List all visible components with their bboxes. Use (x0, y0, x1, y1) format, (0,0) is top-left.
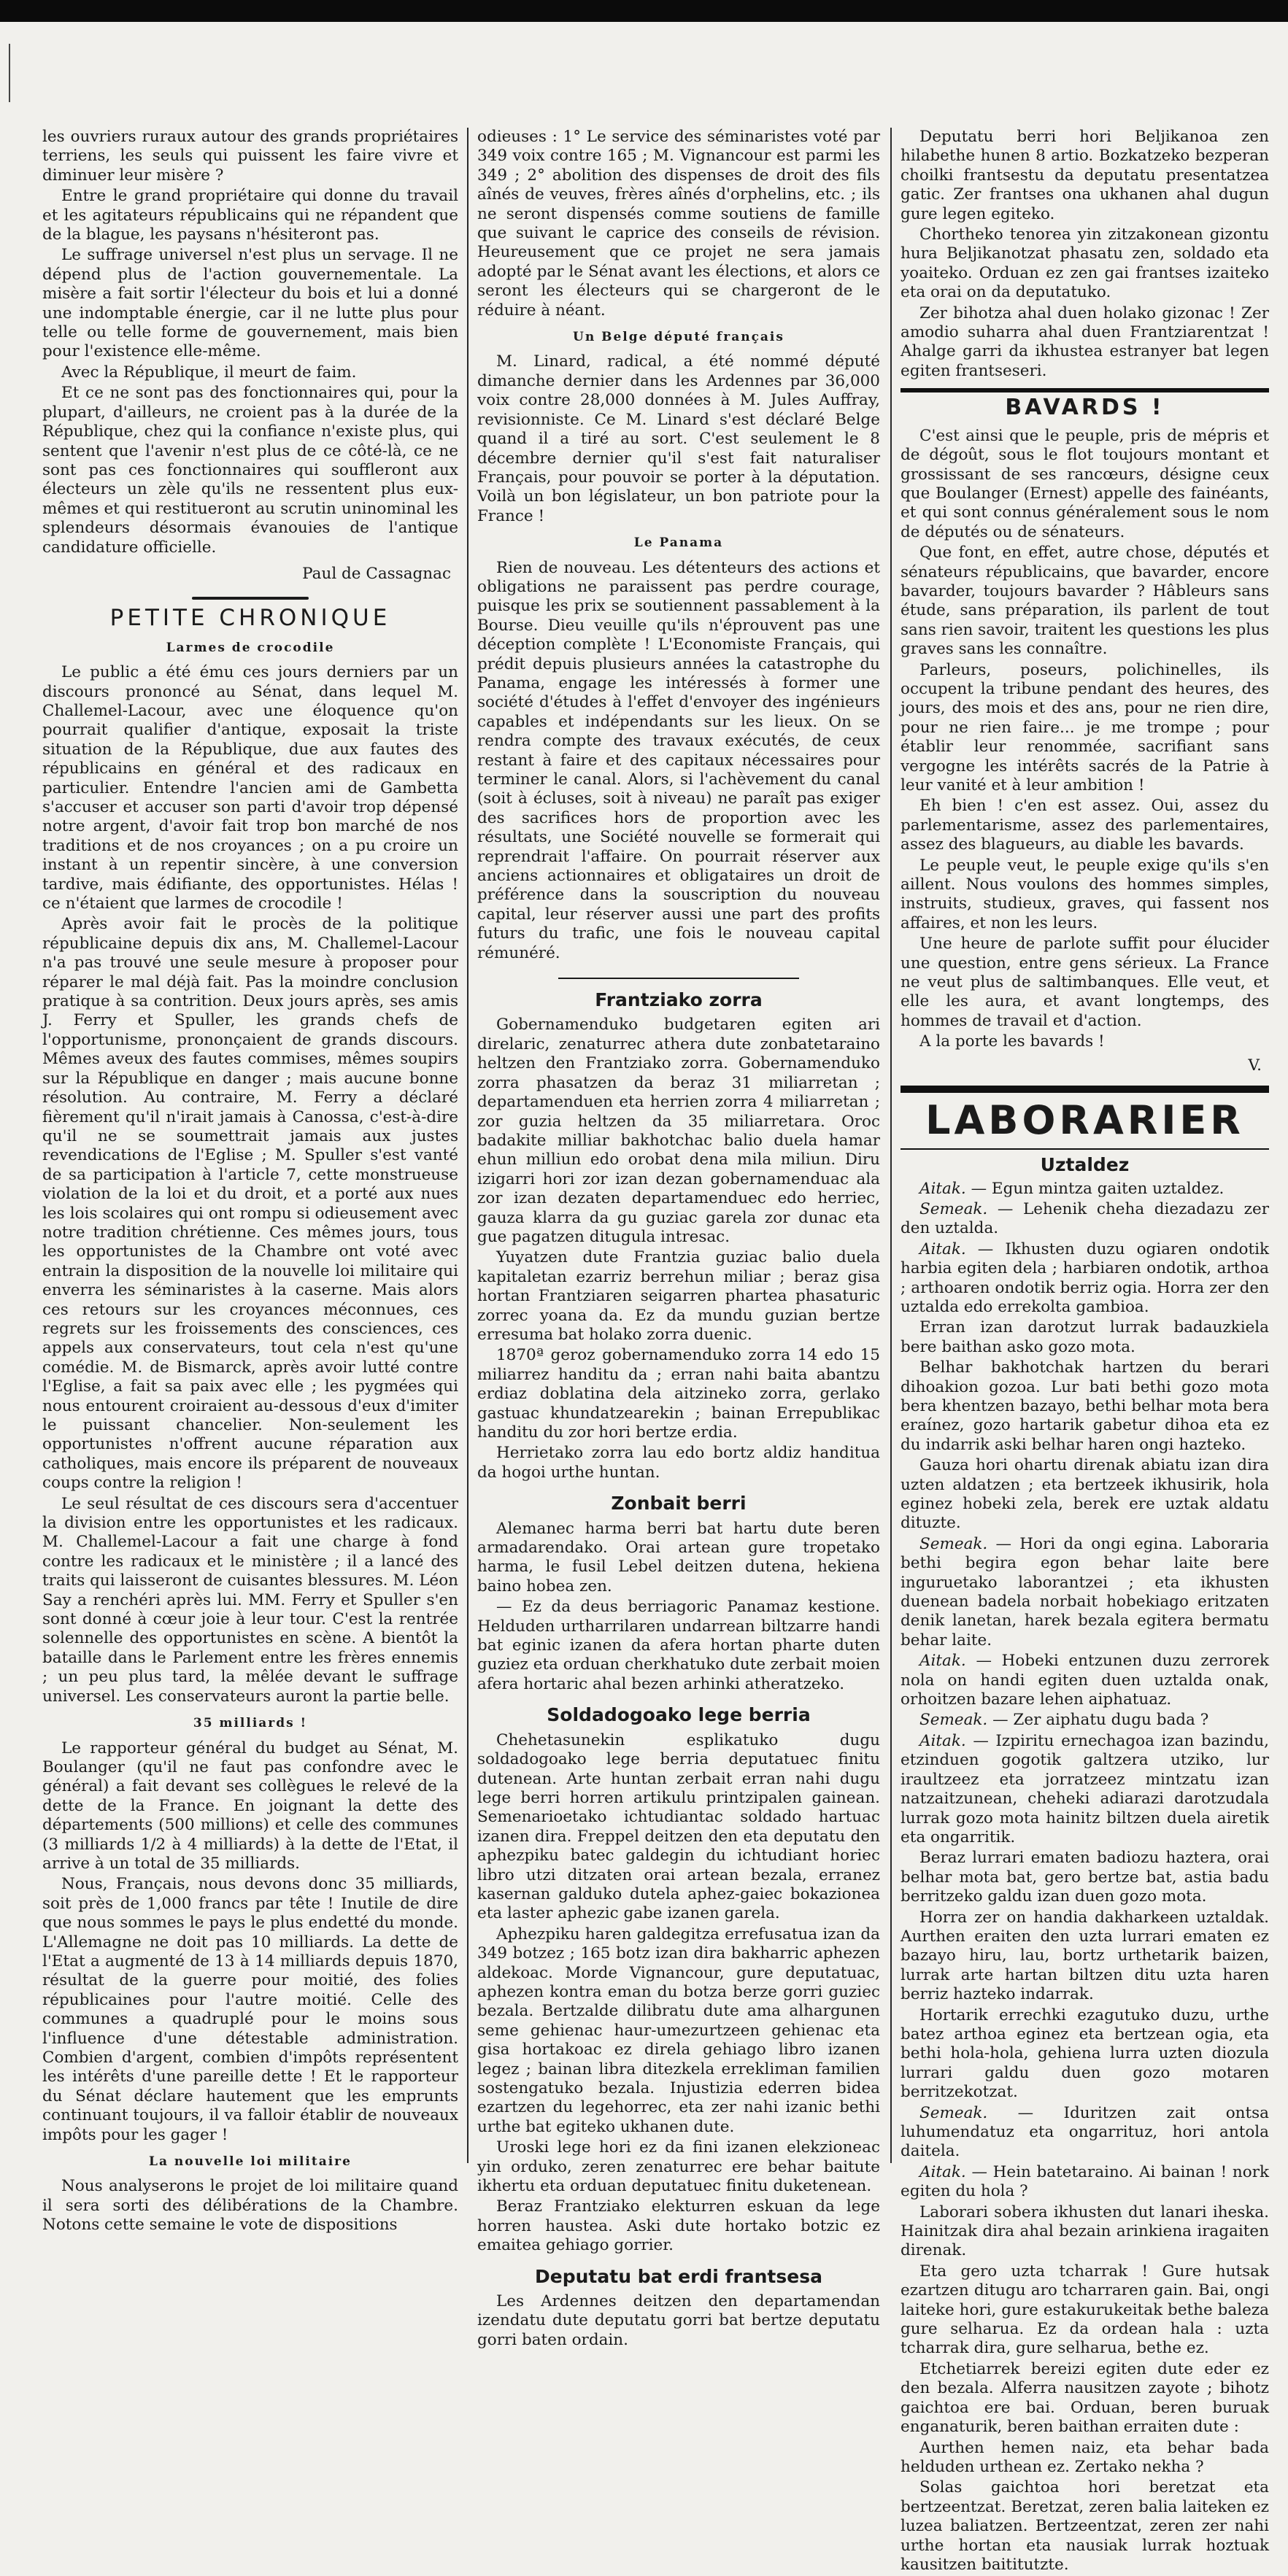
laborarier-header-box (901, 1086, 1269, 1150)
dialogue-text: Eta gero uzta tcharrak ! Gure hutsak ezartzen ditugu aro tcharraren gain. Bai, ongi laiteke hori, gure estakurukeitak bethe baleza gure selharua. Ez da ordean hala : uzta tcharrak dira, gure selharua, bethe ez. (901, 2262, 1269, 2358)
paragraph: 1870ª geroz gobernamenduko zorra 14 edo 15 miliarrez handitu da ; erran nahi baita abantzu erdiaz doblatina dela aitzineko zorra, gerlako gastuac khundatzearekin ; bainan Errepublikac handitu du zor hori bertze erdia. (477, 1346, 880, 1442)
dialogue-paragraph (901, 1908, 1269, 2005)
paragraph: A la porte les bavards ! (919, 1032, 1105, 1051)
paragraph: Que font, en effet, autre chose, députés et sénateurs républicains, que bavarder, encore bavarder, toujours bavarder ? Hâbleurs sans étude, sans préparation, ils parlent de tout sans rien savoir, traitent les questions les plus graves sans les connaître. (901, 544, 1269, 659)
dialogue-text: — Hein batetaraino. Ai bainan ! nork egiten du hola ? (901, 2162, 1269, 2201)
dialogue-paragraph (901, 1456, 1269, 1533)
dialogue-text: Beraz lurrari ematen badiozu haztera, orai belhar mota bat, gero bertze bat, astia badu berritzeko galdu izan duen gozo mota. (901, 1849, 1269, 1906)
speaker-label: Aitak. (919, 2162, 966, 2181)
dialogue-paragraph (901, 1732, 1269, 1847)
dialogue-paragraph (901, 2006, 1269, 2103)
paragraph: Le public a été ému ces jours derniers par un discours prononcé au Sénat, dans lequel M. Challemel-Lacour, avec une éloquence qu'on pourrait qualifier d'antique, exposait la triste situation de la République, due aux fautes des républicains en général et des radicaux en particulier. Entendre l'ancien ami de Gambetta s'accuser et accuser son parti d'avoir trop dépensé notre argent, d'avoir fait trop bon marché de nos traditions et de nos croyances ; on a pu croire un instant à un repentir sincère, à une conversion tardive, mais édifiante, des opportunistes. Hélas ! ce n'étaient que larmes de crocodile ! (42, 663, 458, 913)
ornament-rule (192, 597, 309, 600)
paragraph: Entre le grand propriétaire qui donne du travail et les agitateurs républicains qui ne répandent que de la blague, les paysans n'hésiteront pas. (42, 187, 458, 244)
dialogue-paragraph (901, 1652, 1269, 1709)
column-rule-2 (890, 128, 892, 2163)
dialogue-text: — Zer aiphatu dugu bada ? (992, 1711, 1209, 1730)
paragraph: M. Linard, radical, a été nommé député dimanche dernier dans les Ardennes par 36,000 voix contre 28,000 données à M. Jules Auffray, revisionniste. Ce M. Linard s'est déclaré Belge quand il a tiré au sort. C'est seulement le 8 décembre dernier qu'il s'est fait naturaliser Français, pour pouvoir se porter à la députation. Voilà un bon législateur, un bon patriote pour la France ! (477, 352, 880, 525)
paragraph: Avec la République, il meurt de faim. (61, 363, 357, 382)
paragraph: Alemanec harma berri bat hartu dute beren armadarendako. Orai artean gure tropetako harma, le fusil Lebel deitzen dutena, hekiena baino hobea zen. (477, 1519, 880, 1596)
paragraph: Et ce ne sont pas des fonctionnaires qui, pour la plupart, d'ailleurs, ne croient pas à la durée de la République, chez qui la confiance n'existe plus, qui sentent que l'avenir n'est plus de ce côté-là, ce ne sont pas ces fonctionnaires qui souffleront aux électeurs un zèle qu'ils ne ressentent plus eux-mêmes et qui restitueront au scrutin uninominal les splendeurs désormais évanouies de l'antique candidature officielle. (42, 384, 458, 557)
dialogue-paragraph (901, 1358, 1269, 1455)
speaker-label: Semeak. (919, 1711, 988, 1730)
dialogue-text: Belhar bakhotchak hartzen du berari dihoakion gozoa. Lur bati bethi gozo mota bera khentzen bazayo, bethi belhar mota bera eraínez, gozo hartarik gabetur dihoa eta ez du indarrik aski belhar haren ongi hazteko. (901, 1358, 1269, 1454)
section-title-zonbait: Zonbait berri (611, 1493, 747, 1515)
dialogue-text: — Iduritzen zait ontsa luhumendatuz eta ongarrituz, hori antola daitela. (901, 2103, 1269, 2161)
section-rule (558, 978, 799, 979)
dialogue-text: — Hori da ongi egina. Laboraria bethi begira egon behar laite bere inguruetako laborantzei ; eta ikhusten duenean badela norbait hobekiago eritzaten denik lanetan, harek bezala egitera bermatu behar laite. (901, 1534, 1269, 1649)
paragraph: Herrietako zorra lau edo bortz aldiz handitua da hogoi urthe huntan. (477, 1444, 880, 1482)
paragraph: Chehetasunekin esplikatuko dugu soldadogoako lege berria deputatuec finitu dutenean. Arte huntan zerbait erran nahi dugu lege berri horren artikulu printzipalen gainean. Semenarioetako ichtudiantac soldado hartuac izanen dira. Freppel deitzen den eta deputatu den aphezpiku batec galdegin du ichtudiant horiec libro utzi ditzaten orai artean bezala, erranez kasernan galduko dutela aphez-gaiec bokazionea eta laster aphezic gabe izanen garela. (477, 1730, 880, 1923)
paragraph: Les Ardennes deitzen den departamendan izendatu dute deputatu gorri bat bertze deputatu gorri baten ordain. (477, 2292, 880, 2349)
dialogue-text: — Izpiritu ernechagoa izan bazindu, etzinduen gogotik galtzera utziko, lur iraultzeez eta jorratzeez mintzatu izan natzaitzunean, cheheki adiarazi darotzudala lurrak gozo mota hainitz biltzen duela airetik eta ongarritik. (901, 1731, 1270, 1846)
dialogue-paragraph (901, 2104, 1269, 2162)
paragraph: Après avoir fait le procès de la politique républicaine depuis dix ans, M. Challemel-Lacour n'a pas trouvé une seule mesure à proposer pour réparer le mal déjà fait. Pas la moindre conclusion pratique à sa contrition. Deux jours après, ses amis J. Ferry et Spuller, les grands chefs de l'opportunisme, prononçaient de grands discours. Mêmes aveux des fautes commises, mêmes soupirs sur la République en danger ; mais aucune bonne résolution. Au contraire, M. Ferry a déclaré fièrement qu'il n'irait jamais à Canossa, c'est-à-dire qu'il ne se soumettrait jamais aux justes revendications de l'Eglise ; M. Spuller s'est vanté de sa participation à l'article 7, cette monstrueuse violation de la loi et du droit, et a porté aux nues les lois scolaires qui ont rompu si odieusement avec notre tradition chrétienne. Ces mêmes jours, tous les opportunistes de la Chambre ont voté avec entrain la disposition de la nouvelle loi militaire qui enverra les séminaristes à la caserne. Mais alors ces retours sur les croyances méconnues, ces regrets sur les froissements des consciences, ces appels aux conservateurs, tout cela n'est qu'une comédie. M. de Bismarck, après avoir lutté contre l'Eglise, a fait sa paix avec elle ; les pygmées qui nous entourent croiraient au-dessous d'eux d'imiter le puissant chancelier. Non-seulement les opportunistes n'offrent aucune réparation aux catholiques, mais encore ils préparent de nouveaux coups contre la religion ! (42, 915, 458, 1493)
column-rule-1 (467, 128, 468, 2163)
dialogue-text: Erran izan darotzut lurrak badauzkiela bere baithan asko gozo mota. (901, 1318, 1269, 1356)
speaker-label: Aitak. (919, 1652, 966, 1671)
subheading-loi-militaire: La nouvelle loi militaire (149, 2154, 352, 2170)
dialogue-text: — Lehenik cheha diezadazu zer den uztalda. (901, 1199, 1269, 1238)
column-3 (901, 128, 1269, 2576)
paragraph: C'est ainsi que le peuple, pris de mépris et de dégoût, sous le flot toujours montant et grossissant de ses rancœurs, désigne ceux que Boulanger (Ernest) appelle des fainéants, et qui sont connus généralement sous le nom de députés ou de sénateurs. (901, 426, 1269, 541)
dialogue-text: Hortarik errechki ezagutuko duzu, urthe batez arthoa eginez eta bertzean ogia, eta bethi hola-hola, gehiena lurra uzten diozula lurrari galdu duen gozo motaren berritzekotzat. (901, 2006, 1269, 2102)
speaker-label: Semeak. (919, 1534, 988, 1553)
subheading-larmes: Larmes de crocodile (166, 640, 335, 655)
paragraph: — Ez da deus berriagoric Panamaz kestione. Helduden urtharrilaren undarrean biltzarre handi bat eginic izanen da afera hortan pharte duten guziez eta orduan cherkhatuko dute zerbait moien afera hortaric ahal bezen arhinki atheratzeko. (477, 1598, 880, 1693)
dialogue-text: Solas gaichtoa hori beretzat eta bertzeentzat. Beretzat, zeren balia laiteken ez luzea baliatzen. Bertzeentzat, zeren zer nahi urthe hortan eta nausiak lurrak hoztuak kausitzen baititutzte. (901, 2478, 1269, 2574)
speaker-label: Aitak. (919, 1731, 966, 1750)
subheading-belge: Un Belge député français (573, 330, 784, 345)
paragraph: Eh bien ! c'en est assez. Oui, assez du parlementarisme, assez des parlementaires, assez des blagueurs, au diable les bavards. (901, 797, 1269, 854)
paragraph: odieuses : 1° Le service des séminaristes voté par 349 voix contre 165 ; M. Vignancour est parmi les 349 ; 2° abolition des dispenses de droit des fils aînés de veuves, frères aînés d'orphelins, etc. ; ils ne seront dispensés comme soutiens de famille que suivant le caprice des conseils de révision. Heureusement que ce projet ne sera jamais adopté par le Sénat avant les élections, et alors ce seront les électeurs qui se chargeront de le réduire à néant. (477, 128, 880, 320)
dialogue-text: Aurthen hemen naiz, eta behar bada helduden urthean ez. Zertako nekha ? (901, 2438, 1269, 2476)
paragraph: Aphezpiku haren galdegitza errefusatua izan da 349 botzez ; 165 botz izan dira bakharric aphezen aldekoac. Morde Vignancour, gure deputatuac, aphezen kontra eman du botza berze gorri guziec bezala. Bertzalde dilibratu dute ama alhargunen seme gehienac haur-umezurtzeen gehienac eta gisa hortakoac ez direla gehiago libro izanen legez ; bainan libra ditezkela errekliman familien sostengatuko bezala. Injustizia ederren bidea ezartzen du legehorrec, eta zer nahi izanic bethi urthe bat egiteko ukhanen dute. (477, 1925, 880, 2136)
paragraph: Rien de nouveau. Les détenteurs des actions et obligations ne paraissent pas perdre courage, puisque les prix se soutiennent passablement à la Bourse. Dieu veuille qu'ils n'éprouvent pas une déception complète ! L'Economiste Français, qui prédit depuis plusieurs années la catastrophe du Panama, engage les intéressés à former une société d'études à l'effet d'envoyer des ingénieurs capables et indépendants sur les lieux. On se rendra compte des travaux exécutés, de ceux restant à faire et des capitaux nécessaires pour terminer le canal. Alors, si l'achèvement du canal (soit à écluses, soit à niveau) ne paraît pas exiger des sacrifices hors de proportion avec les résultats, une Société nouvelle se formerait qui reprendrait l'affaire. On pourrait réserver aux anciens actionnaires et obligataires un droit de préférence dans la souscription du nouveau capital, leur réserver aussi une part des profits futurs du trafic, une fois le nouveau capital rémunéré. (477, 558, 880, 962)
speaker-label: Semeak. (919, 1199, 988, 1218)
dialogue-paragraph (901, 1200, 1269, 1239)
paragraph: Yuyatzen dute Frantzia guziac balio duela kapitaletan ezarriz berrehun miliar ; beraz gisa hortan Frantziaren seigarren phartea phasaturic zorrec yoana da. Ez da mundu guzian bertze erresuma bat holako zorra duenic. (477, 1248, 880, 1344)
speaker-label: Aitak. (919, 1239, 966, 1258)
dialogue-paragraph (901, 2262, 1269, 2359)
author-signature: Paul de Cassagnac (302, 564, 451, 583)
binding-edge (0, 44, 10, 102)
paragraph: Le peuple veut, le peuple exige qu'ils s'en aillent. Nous voulons des hommes simples, instruits, studieux, graves, qui fassent nos affaires, et non les leurs. (901, 856, 1269, 932)
dialogue-paragraph (901, 2163, 1269, 2202)
section-title-bavards: BAVARDS ! (1005, 395, 1165, 421)
paragraph: Gobernamenduko budgetaren egiten ari direlaric, zenaturrec athera dute zonbatetaraino heltzen den Frantziako zorra. Gobernamenduko zorra phasatzen da beraz 31 miliarretan ; departamenduen eta herrien zorra 4 miliarretan ; zor guzia heltzen da 35 miliarretara. Oroc badakite milliar bakhotchac balio duela hamar ehun milliun edo orobat dena mila miliun. Diru izigarri hori zor izan dezan gobernamenduac ala zor izan dezaten departamenduec edo herriec, gauza klarra da gu guziac garela zor dunac eta gue pagatzen ditugula intresac. (477, 1016, 880, 1246)
bavards-header-box (901, 388, 1269, 421)
column-2 (477, 128, 880, 2351)
subheading-panama: Le Panama (633, 535, 724, 551)
dialogue-paragraph (901, 2439, 1269, 2478)
paragraph: Nous analyserons le projet de loi militaire quand il sera sorti des délibérations de la Chambre. Notons cette semaine le vote de dispositions (42, 2177, 458, 2235)
dialogue-text: Horra zer on handia dakharkeen uztaldak. Aurthen eraiten den uzta lurrari ematen ez bazayo hiru, lau, bortz urthetarik baizen, lurrak arte hartan biltzen ditu uzta haren berriz hazteko indarrak. (901, 1908, 1269, 2004)
paragraph: Chortheko tenorea yin zitzakonean gizontu hura Beljikanotzat phasatu zen, soldado eta yoaiteko. Orduan ez zen gai frantses izaiteko eta orai on da deputatuko. (901, 225, 1269, 302)
section-title-laborarier: LABORARIER (925, 1097, 1244, 1144)
dialogue-text: — Hobeki entzunen duzu zerrorek nola on handi egiten duen uztalda onak, orhoitzen bazare lehen aiphatuaz. (901, 1652, 1269, 1709)
dialogue-paragraph (901, 1240, 1269, 1318)
speaker-label: Semeak. (919, 2103, 988, 2122)
dialogue-paragraph (901, 1318, 1269, 1357)
paragraph: Parleurs, poseurs, polichinelles, ils occupent la tribune pendant des heures, des jours, des mois et des ans, pour ne rien dire, pour ne rien faire... je me trompe ; pour établir leur renommée, sacrifiant sans vergogne les intérêts sacrés de la Patrie à leur vanité et à leur ambition ! (901, 660, 1269, 794)
dialogue-paragraph (901, 2203, 1269, 2261)
dialogue-paragraph (901, 1180, 1269, 1199)
dialogue-text: — Ikhusten duzu ogiaren ondotik harbia egiten dela ; harbiaren ondotik, arthoa ; arthoaren ondotik berriz ogia. Horra zer den uztalda edo errekolta gambioa. (901, 1239, 1269, 1316)
dialogue-paragraph (901, 2478, 1269, 2575)
paragraph: Le seul résultat de ces discours sera d'accentuer la division entre les opportunistes et les radicaux. M. Challemel-Lacour a fait une charge à fond contre les radicaux et le ministère ; il a lancé des traits qui laisseront de cuisantes blessures. M. Léon Say a renchéri après lui. MM. Ferry et Spuller s'en sont donné à cœur joie à leur tour. C'est la rentrée solennelle des opportunistes en scène. A bientôt la bataille dans le Parlement entre les frères ennemis ; un peu plus tard, la mêlée devant le suffrage universel. Les conservateurs auront la partie belle. (42, 1494, 458, 1706)
paragraph: Beraz Frantziako elekturren eskuan da lege horren haustea. Aski dute hortako botzic ez emaitea gehiago gorrier. (477, 2197, 880, 2255)
paragraph: Le suffrage universel n'est plus un servage. Il ne dépend plus de l'action gouvernementale. La misère a fait sortir l'électeur du bois et lui a donné une indomptable énergie, car il ne lutte plus pour telle ou telle forme de gouvernement, mais bien pour l'existence elle-même. (42, 246, 458, 361)
paragraph: Le rapporteur général du budget au Sénat, M. Boulanger (qu'il ne faut pas confondre avec le général) a fait devant ses collègues le relevé de la dette de la France. En joignant la dette des départements (500 millions) et celle des communes (3 milliards 1/2 à 4 milliards) à la dette de l'Etat, il arrive à un total de 35 milliards. (42, 1738, 458, 1873)
paragraph: les ouvriers ruraux autour des grands propriétaires terriens, les seuls qui puissent les faire vivre et diminuer leur misère ? (42, 128, 458, 185)
dialogue-paragraph (901, 1535, 1269, 1650)
dialogue-text: Laborari sobera ikhusten dut lanari iheska. Hainitzak dira ahal bezain arinkiena iragaiten direnak. (901, 2202, 1269, 2260)
paragraph: Une heure de parlote suffit pour élucider une question, entre gens sérieux. La France ne veut plus de saltimbanques. Elle veut, et elle les aura, et avant longtemps, des hommes de travail et d'action. (901, 935, 1269, 1030)
section-title-frantziako: Frantziako zorra (595, 989, 763, 1011)
dialogue-paragraph (901, 1849, 1269, 1906)
top-black-border (0, 0, 1288, 22)
dialogue-text: Gauza hori ohartu direnak abiatu izan dira uzten aldatzen ; eta bertzeek ikhusirik, hola eginez hobeki zela, berek ere uztak aldatu dituzte. (901, 1456, 1269, 1533)
dialogue-text: Etchetiarrek bereizi egiten dute eder ez den bezala. Alferra nausitzen zayote ; bihotz gaichtoa ere bai. Orduan, beren buruak enganaturik, beren baithan erraiten dute : (901, 2359, 1269, 2437)
dialogue-text: — Egun mintza gaiten uztaldez. (971, 1179, 1225, 1198)
subheading-milliards: 35 milliards ! (193, 1716, 308, 1731)
column-1 (42, 128, 458, 2237)
section-title-deputatu: Deputatu bat erdi frantsesa (535, 2265, 822, 2287)
dialogue-list (901, 1180, 1269, 2575)
speaker-label: Aitak. (919, 1179, 966, 1198)
dialogue-paragraph (901, 1711, 1269, 1730)
section-title-chronique: PETITE CHRONIQUE (109, 605, 391, 632)
author-signature: V. (1248, 1056, 1262, 1075)
paragraph: Deputatu berri hori Beljikanoa zen hilabethe hunen 8 artio. Bozkatzeko bezperan choilki frantsestu da deputatu presentatzea gatic. Zer frantses ona ukhanen ahal dugun gure legen egiteko. (901, 128, 1269, 223)
paragraph: Nous, Français, nous devons donc 35 milliards, soit près de 1,000 francs par tête ! Inutile de dire que nous sommes le pays le plus endetté du monde. L'Allemagne ne doit pas 10 milliards. La dette de l'Etat a augmenté de 13 à 14 milliards depuis 1870, résultat de la guerre pour moitié, des folies républicaines pour l'autre moitié. Celle des communes a quadruplé pour le moins sous l'influence d'une détestable administration. Combien d'argent, combien d'impôts représentent les intérêts d'une pareille dette ! Et le rapporteur du Sénat déclare hautement que les emprunts continuant toujours, il va falloir établir de nouveaux impôts pour les gager ! (42, 1875, 458, 2144)
intro-article (42, 128, 458, 584)
paragraph: Zer bihotza ahal duen holako gizonac ! Zer amodio suharra ahal duen Frantziarentzat ! Ahalge garri da ikhustea estranyer bat legen egiten frantseseri. (901, 303, 1269, 380)
section-title-soldadogoako: Soldadogoako lege berria (547, 1704, 811, 1726)
paragraph: Uroski lege hori ez da fini izanen elekzioneac yin orduko, zeren zenaturrec ere behar baitute ikhertu eta orduan deputatuec finitu duketenean. (477, 2138, 880, 2196)
dialogue-paragraph (901, 2360, 1269, 2437)
subheading-uztaldez: Uztaldez (1040, 1154, 1130, 1176)
